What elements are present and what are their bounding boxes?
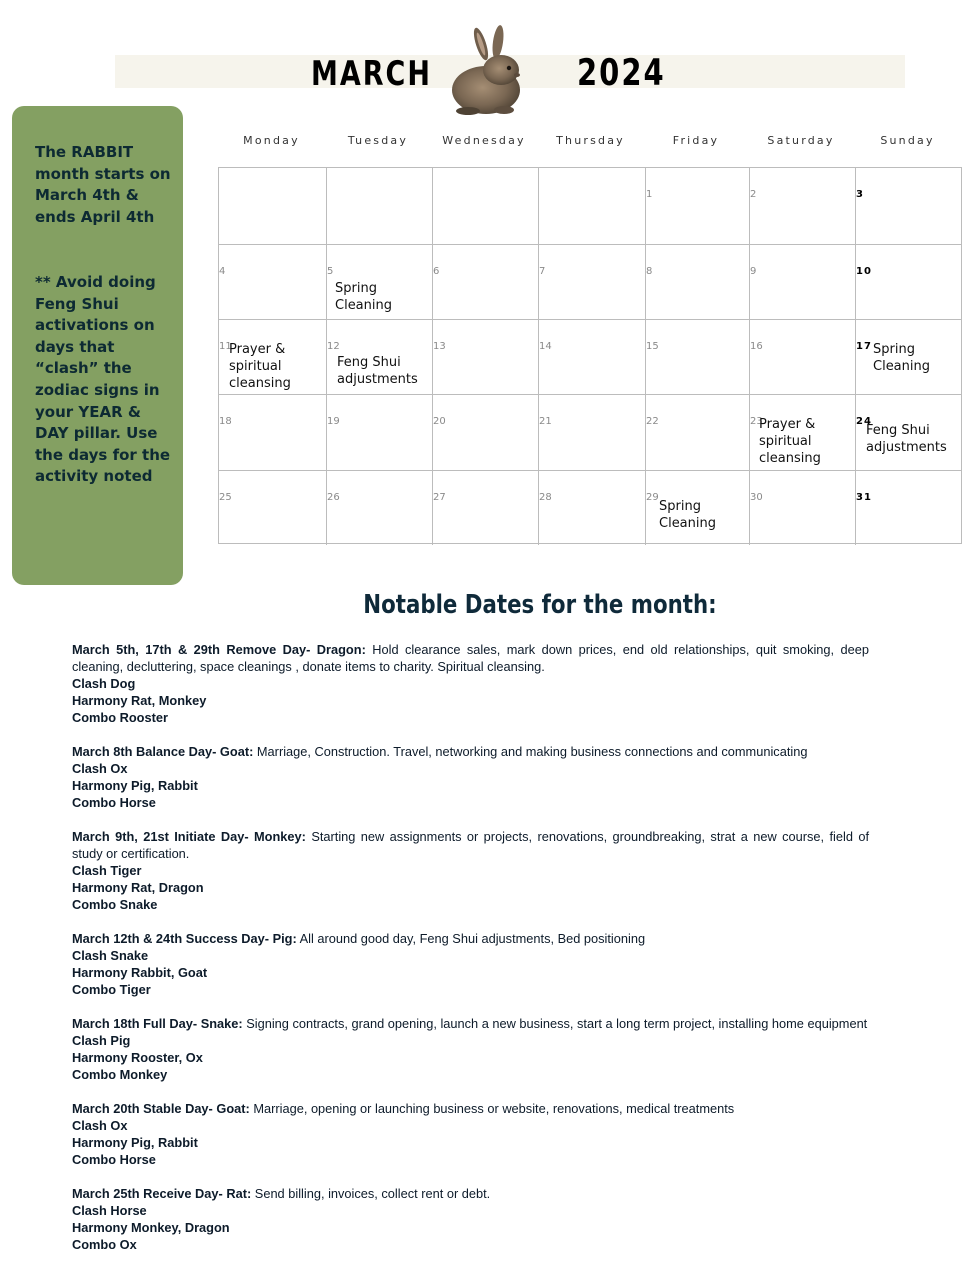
calendar-day-cell [855, 319, 962, 394]
weekday-wednesday: Wednesday [442, 134, 526, 147]
entry-combo: Combo Snake [72, 897, 158, 912]
calendar-day-cell [538, 168, 645, 244]
calendar-day-cell [326, 168, 432, 244]
entry-clash: Clash Horse [72, 1203, 147, 1218]
day-event: Feng Shui adjustments [337, 355, 418, 387]
entry-clash: Clash Dog [72, 676, 136, 691]
notable-dates-list [72, 641, 869, 1270]
entry-clash: Clash Snake [72, 948, 149, 963]
entry-activities: Hold clearance sales, mark down prices, end old relationships, quit smoking, deep cleaning, decluttering, space cleanings , donate items to charity. Spiritual cleansing. [72, 642, 869, 674]
day-number: 5 [327, 266, 334, 277]
calendar-day-cell [326, 394, 432, 470]
day-number: 22 [646, 416, 659, 427]
entry-heading: March 9th, 21st Initiate Day- Monkey: [72, 829, 306, 844]
calendar-day-cell [645, 319, 749, 394]
weekday-monday: Monday [243, 134, 300, 147]
day-number: 19 [327, 416, 340, 427]
calendar-day-cell [749, 319, 855, 394]
day-number: 10 [856, 266, 872, 277]
entry-description [72, 1015, 869, 1032]
entry-description [72, 1185, 869, 1202]
entry-harmony: Harmony Rat, Dragon [72, 880, 204, 895]
day-event: Spring Cleaning [335, 281, 392, 313]
calendar-day-cell [219, 319, 326, 394]
entry-clash: Clash Ox [72, 761, 128, 776]
calendar-day-cell [645, 244, 749, 319]
entry-clash: Clash Ox [72, 1118, 128, 1133]
rabbit-month-note: The RABBIT month starts on March 4th & ends April 4th [35, 143, 171, 226]
calendar-day-cell [432, 319, 538, 394]
entry-heading: March 8th Balance Day- Goat: [72, 744, 254, 759]
calendar-day-cell [326, 319, 432, 394]
day-number: 1 [646, 189, 653, 200]
day-number: 14 [539, 341, 552, 352]
day-number: 13 [433, 341, 446, 352]
calendar-day-cell [855, 168, 962, 244]
notable-date-entry [72, 1100, 869, 1168]
day-number: 24 [856, 416, 872, 427]
entry-heading: March 18th Full Day- Snake: [72, 1016, 243, 1031]
entry-harmony: Harmony Pig, Rabbit [72, 778, 198, 793]
notable-date-entry [72, 641, 869, 726]
calendar-day-cell [538, 470, 645, 545]
entry-activities: Send billing, invoices, collect rent or debt. [251, 1186, 491, 1201]
calendar-day-cell [326, 244, 432, 319]
day-event: Spring Cleaning [873, 342, 930, 374]
calendar-day-cell [538, 319, 645, 394]
calendar-day-cell [219, 168, 326, 244]
calendar-day-cell [432, 244, 538, 319]
entry-combo: Combo Horse [72, 795, 156, 810]
entry-combo: Combo Tiger [72, 982, 151, 997]
calendar-day-cell [432, 168, 538, 244]
day-number: 21 [539, 416, 552, 427]
calendar-day-cell [749, 168, 855, 244]
calendar-day-cell [219, 244, 326, 319]
entry-combo: Combo Horse [72, 1152, 156, 1167]
day-number: 15 [646, 341, 659, 352]
entry-harmony: Harmony Pig, Rabbit [72, 1135, 198, 1150]
calendar-day-cell [219, 394, 326, 470]
day-number: 28 [539, 492, 552, 503]
day-number: 11 [219, 341, 232, 352]
calendar-day-cell [855, 394, 962, 470]
rabbit-icon [446, 24, 530, 116]
entry-description [72, 641, 869, 675]
entry-heading: March 20th Stable Day- Goat: [72, 1101, 250, 1116]
day-number: 27 [433, 492, 446, 503]
rabbit-month-sidebar [12, 106, 183, 585]
entry-activities: Signing contracts, grand opening, launch a new business, start a long term project, installing home equipment [242, 1016, 868, 1031]
notable-date-entry [72, 1185, 869, 1253]
calendar-day-cell [432, 394, 538, 470]
day-event: Spring Cleaning [659, 499, 716, 531]
calendar-day-cell [538, 244, 645, 319]
day-number: 12 [327, 341, 340, 352]
day-number: 8 [646, 266, 653, 277]
notable-date-entry [72, 743, 869, 811]
calendar-day-cell [855, 244, 962, 319]
weekday-sunday: Sunday [880, 134, 935, 147]
day-event: Feng Shui adjustments [866, 423, 947, 455]
entry-harmony: Harmony Monkey, Dragon [72, 1220, 230, 1235]
notable-date-entry [72, 828, 869, 913]
weekday-thursday: Thursday [556, 134, 625, 147]
day-number: 23 [750, 416, 763, 427]
entry-description [72, 743, 869, 760]
entry-activities: Marriage, opening or launching business or website, renovations, medical treatments [249, 1101, 735, 1116]
day-number: 26 [327, 492, 340, 503]
day-number: 9 [750, 266, 757, 277]
calendar-day-cell [219, 470, 326, 545]
notable-date-entry [72, 1015, 869, 1083]
entry-heading: March 5th, 17th & 29th Remove Day- Dragon: [72, 642, 366, 657]
day-number: 2 [750, 189, 757, 200]
entry-combo: Combo Rooster [72, 710, 168, 725]
year-title: 2024 [577, 51, 666, 94]
entry-harmony: Harmony Rooster, Ox [72, 1050, 203, 1065]
entry-combo: Combo Monkey [72, 1067, 168, 1082]
day-number: 20 [433, 416, 446, 427]
day-number: 7 [539, 266, 546, 277]
weekday-friday: Friday [672, 134, 720, 147]
clash-advice-note: ** Avoid doing Feng Shui activations on days that “clash” the zodiac signs in your YEAR & DAY pillar. Use the days for the activity noted [35, 273, 171, 486]
entry-description [72, 1100, 869, 1117]
entry-harmony: Harmony Rabbit, Goat [72, 965, 208, 980]
notable-date-entry [72, 930, 869, 998]
weekday-saturday: Saturday [767, 134, 835, 147]
day-number: 16 [750, 341, 763, 352]
entry-clash: Clash Tiger [72, 863, 142, 878]
day-number: 3 [856, 189, 864, 200]
day-event: Prayer & spiritual cleansing [759, 417, 821, 466]
entry-description [72, 828, 869, 862]
entry-heading: March 12th & 24th Success Day- Pig: [72, 931, 297, 946]
entry-activities: Starting new assignments or projects, renovations, groundbreaking, strat a new course, field of study or certification. [72, 829, 869, 861]
entry-combo: Combo Ox [72, 1237, 137, 1252]
calendar-day-cell [749, 244, 855, 319]
calendar-grid [218, 167, 962, 544]
weekday-tuesday: Tuesday [347, 134, 409, 147]
day-number: 18 [219, 416, 232, 427]
day-number: 17 [856, 341, 872, 352]
calendar-day-cell [645, 394, 749, 470]
calendar-day-cell [749, 394, 855, 470]
day-number: 4 [219, 266, 226, 277]
calendar-day-cell [538, 394, 645, 470]
calendar-day-cell [645, 168, 749, 244]
day-number: 30 [750, 492, 763, 503]
calendar-day-cell [749, 470, 855, 545]
day-number: 6 [433, 266, 440, 277]
day-number: 25 [219, 492, 232, 503]
notable-dates-title: Notable Dates for the month: [363, 590, 717, 620]
entry-harmony: Harmony Rat, Monkey [72, 693, 207, 708]
calendar-day-cell [432, 470, 538, 545]
day-number: 31 [856, 492, 872, 503]
entry-heading: March 25th Receive Day- Rat: [72, 1186, 252, 1201]
day-number: 29 [646, 492, 659, 503]
calendar-day-cell [326, 470, 432, 545]
day-event: Prayer & spiritual cleansing [229, 342, 291, 391]
month-title: MARCH [311, 55, 432, 94]
calendar-day-cell [645, 470, 749, 545]
calendar-day-cell [855, 470, 962, 545]
entry-activities: All around good day, Feng Shui adjustments, Bed positioning [296, 931, 646, 946]
entry-activities: Marriage, Construction. Travel, networking and making business connections and communicating [253, 744, 808, 759]
entry-clash: Clash Pig [72, 1033, 131, 1048]
entry-description [72, 930, 869, 947]
